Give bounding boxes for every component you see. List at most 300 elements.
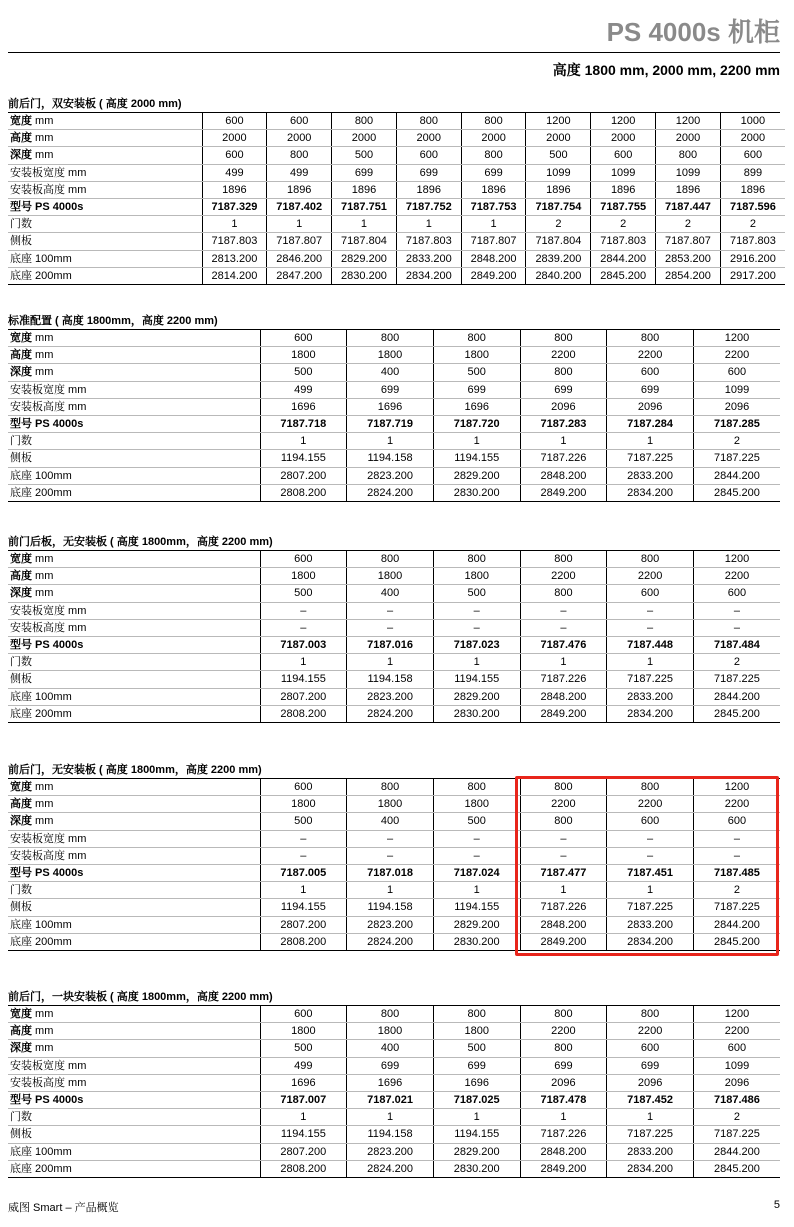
table-cell: 2813.200 <box>202 250 267 267</box>
table-row <box>8 1006 780 1023</box>
table-cell: 1194.158 <box>347 671 434 688</box>
table-cell: 1696 <box>347 398 434 415</box>
table-cell: 1 <box>433 654 520 671</box>
table-row <box>8 216 785 233</box>
table-cell: 1194.155 <box>260 1126 347 1143</box>
table-cell: 1099 <box>656 164 721 181</box>
table-cell: 400 <box>347 813 434 830</box>
table-cell: 7187.720 <box>433 415 520 432</box>
row-label <box>8 381 260 398</box>
table-cell: 2829.200 <box>433 467 520 484</box>
table-cell: – <box>693 602 780 619</box>
table-cell: 1696 <box>433 398 520 415</box>
table-cell: 1 <box>520 882 607 899</box>
table-cell: 1 <box>607 654 694 671</box>
table-cell: 800 <box>520 1040 607 1057</box>
table-cell: 2200 <box>520 347 607 364</box>
table-row <box>8 1126 780 1143</box>
row-label-bold: 宽度 <box>10 115 32 128</box>
section-standard-config <box>8 313 780 502</box>
table-cell: 2200 <box>607 568 694 585</box>
table-cell: 1 <box>267 216 332 233</box>
table-cell: 2000 <box>526 130 591 147</box>
table-cell: 7187.447 <box>656 198 721 215</box>
table-cell: 2824.200 <box>347 933 434 950</box>
table-row <box>8 847 780 864</box>
table-cell: 7187.025 <box>433 1091 520 1108</box>
section-title: 前后门，双安装板 ( 高度 2000 mm) <box>8 96 780 113</box>
table-cell: 2000 <box>461 130 526 147</box>
table-cell: 2000 <box>202 130 267 147</box>
table-cell: 2096 <box>607 398 694 415</box>
row-label <box>8 916 260 933</box>
table-cell: 1896 <box>202 181 267 198</box>
table-row <box>8 602 780 619</box>
table-cell: 500 <box>433 813 520 830</box>
row-label <box>8 484 260 501</box>
spec-table <box>8 779 780 951</box>
table-cell: 7187.452 <box>607 1091 694 1108</box>
table-cell: 500 <box>260 585 347 602</box>
table-cell: 2844.200 <box>693 688 780 705</box>
table-cell: 499 <box>260 381 347 398</box>
table-cell: 600 <box>267 113 332 130</box>
row-label <box>8 813 260 830</box>
table-cell: – <box>433 847 520 864</box>
table-cell: 2807.200 <box>260 1143 347 1160</box>
table-cell: 2823.200 <box>347 1143 434 1160</box>
table-cell: 500 <box>526 147 591 164</box>
table-cell: 7187.804 <box>526 233 591 250</box>
table-cell: 800 <box>656 147 721 164</box>
table-cell: 7187.018 <box>347 864 434 881</box>
row-label <box>8 899 260 916</box>
table-cell: – <box>693 847 780 864</box>
table-cell: 2200 <box>520 568 607 585</box>
table-cell: 800 <box>520 1006 607 1023</box>
row-label-bold: 型号 PS 4000s <box>10 201 84 214</box>
table-cell: 500 <box>260 813 347 830</box>
table-cell: 2 <box>720 216 785 233</box>
table-cell: 699 <box>347 381 434 398</box>
table-cell: 2833.200 <box>607 916 694 933</box>
table-cell: 500 <box>260 1040 347 1057</box>
table-cell: 800 <box>433 330 520 347</box>
table-cell: 600 <box>607 585 694 602</box>
row-label <box>8 450 260 467</box>
row-label-text: 底座 100mm <box>10 469 72 482</box>
table-cell: 2833.200 <box>607 1143 694 1160</box>
row-label-text: 安装板宽度 mm <box>10 166 87 179</box>
table-row <box>8 671 780 688</box>
section-doors-one-plate <box>8 989 780 1178</box>
table-row <box>8 1160 780 1177</box>
table-cell: 2000 <box>656 130 721 147</box>
table-cell: 899 <box>720 164 785 181</box>
table-row <box>8 813 780 830</box>
table-cell: – <box>260 830 347 847</box>
section-doors-no-plate <box>8 762 780 951</box>
table-cell: 2200 <box>520 796 607 813</box>
row-label <box>8 933 260 950</box>
row-label <box>8 705 260 722</box>
table-cell: 600 <box>260 330 347 347</box>
row-label <box>8 847 260 864</box>
table-cell: 2833.200 <box>607 688 694 705</box>
row-label-bold: 高度 <box>10 132 32 145</box>
table-cell: 7187.807 <box>461 233 526 250</box>
table-cell: 2000 <box>720 130 785 147</box>
table-cell: – <box>607 602 694 619</box>
table-cell: 2844.200 <box>693 467 780 484</box>
row-label <box>8 882 260 899</box>
row-label-text: mm <box>32 570 54 583</box>
table-row <box>8 864 780 881</box>
table-cell: 1896 <box>526 181 591 198</box>
row-label <box>8 636 260 653</box>
table-cell: 7187.486 <box>693 1091 780 1108</box>
table-cell: 699 <box>607 381 694 398</box>
table-cell: 2808.200 <box>260 1160 347 1177</box>
table-cell: 1 <box>260 882 347 899</box>
table-cell: – <box>433 602 520 619</box>
table-cell: 1 <box>433 882 520 899</box>
table-cell: 7187.803 <box>202 233 267 250</box>
row-label <box>8 1006 260 1023</box>
table-cell: 2824.200 <box>347 705 434 722</box>
table-row <box>8 364 780 381</box>
table-cell: 2847.200 <box>267 267 332 284</box>
table-row <box>8 330 780 347</box>
table-row <box>8 130 785 147</box>
table-cell: – <box>347 619 434 636</box>
row-label-text: 侧板 <box>10 1128 32 1141</box>
row-label-text: 安装板宽度 mm <box>10 604 87 617</box>
table-cell: 1696 <box>260 398 347 415</box>
table-cell: – <box>520 602 607 619</box>
table-cell: 2000 <box>267 130 332 147</box>
table-cell: 1200 <box>526 113 591 130</box>
table-row <box>8 899 780 916</box>
row-label-bold: 宽度 <box>10 781 32 794</box>
table-cell: 2853.200 <box>656 250 721 267</box>
row-label <box>8 330 260 347</box>
table-cell: 600 <box>591 147 656 164</box>
row-label-bold: 高度 <box>10 349 32 362</box>
row-label-bold: 深度 <box>10 815 32 828</box>
table-row <box>8 933 780 950</box>
table-row <box>8 181 785 198</box>
row-label-text: mm <box>32 587 54 600</box>
table-cell: 2829.200 <box>433 1143 520 1160</box>
row-label-text: 门数 <box>10 218 32 231</box>
table-cell: 2830.200 <box>433 705 520 722</box>
row-label <box>8 467 260 484</box>
table-row <box>8 568 780 585</box>
table-cell: 2845.200 <box>591 267 656 284</box>
table-cell: 7187.225 <box>693 450 780 467</box>
row-label-text: mm <box>32 149 54 162</box>
table-cell: 2844.200 <box>591 250 656 267</box>
table-cell: 1194.158 <box>347 450 434 467</box>
table-cell: 2000 <box>591 130 656 147</box>
table-cell: 2834.200 <box>607 705 694 722</box>
row-label-text: mm <box>32 366 54 379</box>
table-cell: 800 <box>347 1006 434 1023</box>
table-cell: 1 <box>461 216 526 233</box>
spec-table <box>8 551 780 723</box>
table-cell: 1 <box>607 1109 694 1126</box>
table-row <box>8 1040 780 1057</box>
table-cell: 2845.200 <box>693 484 780 501</box>
table-cell: 2848.200 <box>461 250 526 267</box>
title-rule <box>8 52 780 53</box>
table-cell: 2096 <box>607 1074 694 1091</box>
table-cell: 2824.200 <box>347 1160 434 1177</box>
row-label-text: 底座 200mm <box>10 935 72 948</box>
table-cell: 2829.200 <box>433 688 520 705</box>
row-label-text: 安装板高度 mm <box>10 849 87 862</box>
table-cell: 1 <box>347 433 434 450</box>
row-label-text: mm <box>32 1008 54 1021</box>
table-cell: 2846.200 <box>267 250 332 267</box>
table-row <box>8 779 780 796</box>
table-cell: 1800 <box>260 796 347 813</box>
table-cell: 7187.285 <box>693 415 780 432</box>
table-cell: 1194.155 <box>260 671 347 688</box>
table-cell: 7187.484 <box>693 636 780 653</box>
row-label <box>8 130 202 147</box>
section-title: 前后门，无安装板 ( 高度 1800mm，高度 2200 mm) <box>8 762 780 779</box>
row-label-text: mm <box>32 1042 54 1055</box>
row-label <box>8 164 202 181</box>
table-cell: 400 <box>347 364 434 381</box>
row-label <box>8 398 260 415</box>
table-row <box>8 916 780 933</box>
table-cell: 2200 <box>693 347 780 364</box>
table-cell: 1 <box>433 1109 520 1126</box>
row-label <box>8 619 260 636</box>
spec-table <box>8 1006 780 1178</box>
table-cell: 699 <box>347 1057 434 1074</box>
table-row <box>8 1143 780 1160</box>
table-cell: 800 <box>267 147 332 164</box>
table-cell: – <box>347 847 434 864</box>
table-cell: 2849.200 <box>461 267 526 284</box>
table-cell: 1696 <box>433 1074 520 1091</box>
table-cell: 7187.751 <box>332 198 397 215</box>
table-cell: 1 <box>607 882 694 899</box>
table-cell: 800 <box>607 551 694 568</box>
table-cell: 7187.226 <box>520 450 607 467</box>
table-cell: 1 <box>202 216 267 233</box>
table-row <box>8 1023 780 1040</box>
table-row <box>8 433 780 450</box>
table-cell: 800 <box>520 813 607 830</box>
table-cell: 2830.200 <box>433 933 520 950</box>
table-cell: 800 <box>607 330 694 347</box>
table-cell: 2 <box>591 216 656 233</box>
table-row <box>8 113 785 130</box>
table-cell: 1800 <box>433 347 520 364</box>
table-row <box>8 619 780 636</box>
table-cell: 2848.200 <box>520 916 607 933</box>
table-cell: 2 <box>693 1109 780 1126</box>
table-cell: – <box>260 602 347 619</box>
row-label-text: 底座 100mm <box>10 1145 72 1158</box>
table-cell: 7187.755 <box>591 198 656 215</box>
table-cell: 1194.155 <box>260 899 347 916</box>
table-row <box>8 147 785 164</box>
row-label <box>8 267 202 284</box>
table-cell: – <box>433 830 520 847</box>
table-cell: 600 <box>260 551 347 568</box>
table-row <box>8 467 780 484</box>
row-label-text: 侧板 <box>10 452 32 465</box>
table-row <box>8 415 780 432</box>
table-cell: 1000 <box>720 113 785 130</box>
table-cell: 699 <box>396 164 461 181</box>
row-label-text: mm <box>32 115 54 128</box>
table-cell: 500 <box>433 364 520 381</box>
table-cell: 2096 <box>693 1074 780 1091</box>
row-label-bold: 型号 PS 4000s <box>10 418 84 431</box>
table-cell: 2849.200 <box>520 484 607 501</box>
table-cell: 7187.329 <box>202 198 267 215</box>
table-cell: 600 <box>693 1040 780 1057</box>
table-cell: 1200 <box>693 1006 780 1023</box>
table-cell: – <box>520 847 607 864</box>
row-label-bold: 宽度 <box>10 332 32 345</box>
row-label <box>8 864 260 881</box>
footer-text: 威图 Smart – 产品概览 <box>8 1202 119 1214</box>
table-cell: 2830.200 <box>433 484 520 501</box>
table-cell: 1099 <box>526 164 591 181</box>
table-cell: 1 <box>347 654 434 671</box>
table-cell: 1896 <box>332 181 397 198</box>
row-label-text: 底座 200mm <box>10 269 72 282</box>
spec-table <box>8 330 780 502</box>
table-cell: 600 <box>607 813 694 830</box>
table-cell: 2 <box>693 654 780 671</box>
table-cell: 2844.200 <box>693 1143 780 1160</box>
table-row <box>8 347 780 364</box>
table-cell: 7187.003 <box>260 636 347 653</box>
row-label-text: mm <box>32 349 54 362</box>
table-cell: 2807.200 <box>260 688 347 705</box>
table-cell: 400 <box>347 585 434 602</box>
table-cell: 7187.283 <box>520 415 607 432</box>
row-label-bold: 深度 <box>10 366 32 379</box>
row-label <box>8 1109 260 1126</box>
table-cell: 2823.200 <box>347 916 434 933</box>
table-cell: 400 <box>347 1040 434 1057</box>
table-cell: – <box>520 830 607 847</box>
table-cell: 800 <box>347 551 434 568</box>
row-label-text: mm <box>32 132 54 145</box>
row-label <box>8 415 260 432</box>
table-cell: 1800 <box>433 568 520 585</box>
table-cell: 2808.200 <box>260 705 347 722</box>
table-row <box>8 1057 780 1074</box>
table-cell: 7187.225 <box>607 671 694 688</box>
table-cell: 600 <box>693 585 780 602</box>
table-cell: 800 <box>461 147 526 164</box>
table-cell: 699 <box>433 381 520 398</box>
table-cell: 499 <box>202 164 267 181</box>
table-cell: 699 <box>332 164 397 181</box>
row-label-text: 安装板宽度 mm <box>10 1059 87 1072</box>
table-cell: 800 <box>433 779 520 796</box>
table-row <box>8 830 780 847</box>
table-cell: – <box>260 847 347 864</box>
table-cell: 800 <box>347 779 434 796</box>
table-cell: 1896 <box>720 181 785 198</box>
table-cell: 600 <box>720 147 785 164</box>
row-label <box>8 198 202 215</box>
table-cell: 2814.200 <box>202 267 267 284</box>
table-cell: 800 <box>332 113 397 130</box>
table-cell: 1800 <box>260 347 347 364</box>
table-cell: 2807.200 <box>260 916 347 933</box>
table-cell: 800 <box>520 364 607 381</box>
table-row <box>8 450 780 467</box>
table-cell: 2200 <box>607 1023 694 1040</box>
table-cell: 1200 <box>656 113 721 130</box>
row-label-bold: 型号 PS 4000s <box>10 639 84 652</box>
row-label-text: 底座 100mm <box>10 690 72 703</box>
table-cell: 2854.200 <box>656 267 721 284</box>
table-cell: 7187.718 <box>260 415 347 432</box>
row-label <box>8 1091 260 1108</box>
row-label-bold: 高度 <box>10 798 32 811</box>
table-cell: 1194.158 <box>347 1126 434 1143</box>
row-label-bold: 宽度 <box>10 553 32 566</box>
section-double-plate <box>8 96 780 285</box>
table-row <box>8 233 785 250</box>
table-cell: 699 <box>607 1057 694 1074</box>
table-cell: 600 <box>607 364 694 381</box>
row-label-bold: 深度 <box>10 149 32 162</box>
table-cell: 1099 <box>591 164 656 181</box>
table-cell: 2849.200 <box>520 705 607 722</box>
table-cell: 1194.155 <box>433 450 520 467</box>
table-cell: 600 <box>202 113 267 130</box>
row-label <box>8 585 260 602</box>
table-cell: 7187.485 <box>693 864 780 881</box>
page-number: 5 <box>773 1199 780 1211</box>
table-cell: 1200 <box>693 330 780 347</box>
table-cell: 2096 <box>520 398 607 415</box>
table-cell: 2916.200 <box>720 250 785 267</box>
table-row <box>8 164 785 181</box>
table-cell: 7187.225 <box>607 899 694 916</box>
table-cell: 1099 <box>693 381 780 398</box>
row-label-text: 安装板高度 mm <box>10 400 87 413</box>
table-cell: 2845.200 <box>693 1160 780 1177</box>
row-label-text: 底座 100mm <box>10 918 72 931</box>
row-label-bold: 深度 <box>10 1042 32 1055</box>
table-cell: 2834.200 <box>607 1160 694 1177</box>
table-cell: 800 <box>347 330 434 347</box>
table-cell: 1 <box>332 216 397 233</box>
row-label <box>8 1074 260 1091</box>
table-cell: 500 <box>332 147 397 164</box>
table-cell: 1 <box>520 1109 607 1126</box>
row-label-bold: 宽度 <box>10 1008 32 1021</box>
table-row <box>8 688 780 705</box>
table-row <box>8 1109 780 1126</box>
